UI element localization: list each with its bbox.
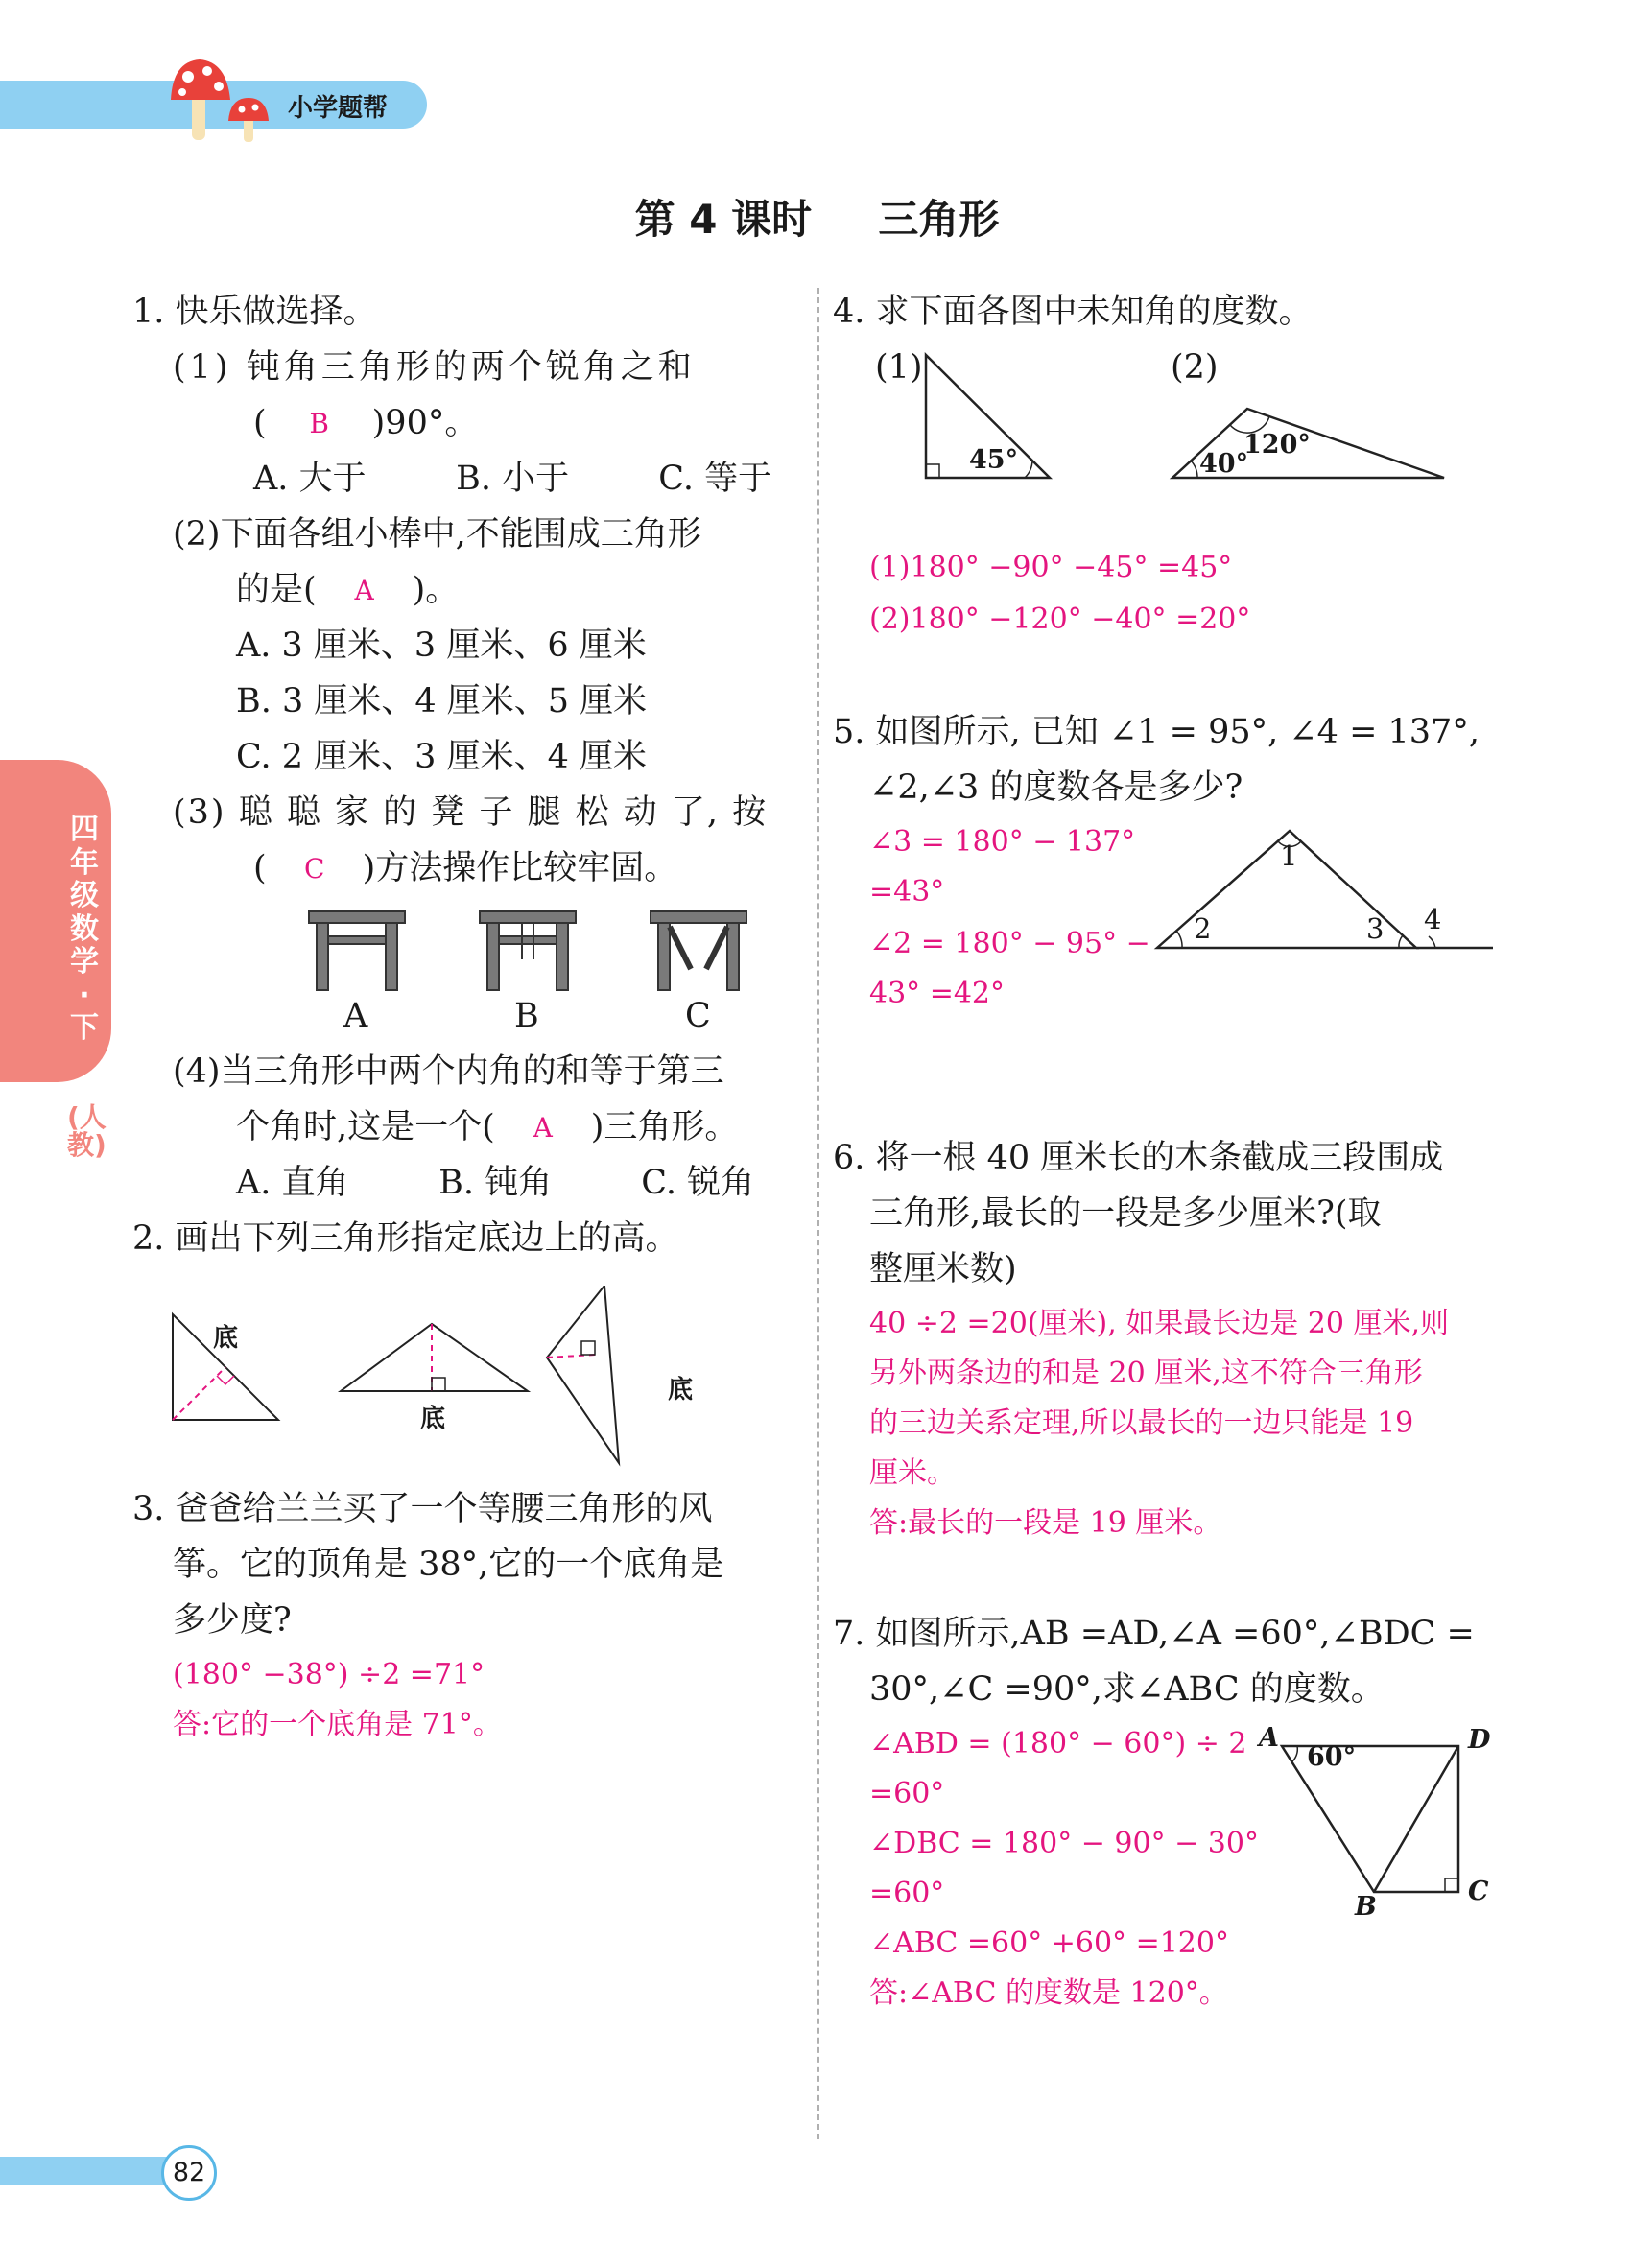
stool-b [480,911,576,990]
q7-figure [1267,1727,1487,1928]
mushroom-logo-icon [163,54,288,150]
q5-answer-2: =43° [869,875,945,909]
q6-answer-4: 厘米。 [869,1456,956,1490]
q6-line-1: 6. 将一根 40 厘米长的木条截成三段围成 [833,1139,1444,1177]
triangle-3 [547,1286,619,1463]
q7-answer-1: ∠ABD = (180° − 60°) ÷ 2 [869,1727,1247,1760]
stool-label-a: A [343,997,368,1035]
q1-p2-option-a: A. 3 厘米、3 厘米、6 厘米 [236,626,647,665]
q1-p2-option-b: B. 3 厘米、4 厘米、5 厘米 [236,682,648,721]
q4-fig1-angle: 45° [969,445,1019,475]
option: C. 锐角 [641,1164,755,1202]
q7-answer-6: 答:∠ABC 的度数是 120°。 [869,1976,1228,2010]
option: C. 等于 [658,460,772,498]
q1-p1-blank-line: ( B )90°。 [253,395,478,453]
q6-answer-5: 答:最长的一段是 19 厘米。 [869,1506,1222,1540]
q6-line-2: 三角形,最长的一段是多少厘米?(取 [869,1194,1382,1233]
q1-p2-stem: (2)下面各组小棒中,不能围成三角形 [173,515,701,554]
stool-c [651,911,746,990]
q4-fig2-label: (2) [1171,348,1219,387]
page-title [0,188,1634,246]
q5-angle-4: 4 [1424,903,1442,935]
q7-angle-a: 60° [1307,1742,1357,1772]
stool-label-b: B [514,997,539,1035]
q2-heading: 2. 画出下列三角形指定底边上的高。 [132,1219,679,1258]
height-1 [173,1367,225,1420]
q1-p1-answer: B [309,408,329,439]
q1-p4-answer: A [533,1112,553,1144]
q7-answer-5: ∠ABC =60° +60° =120° [869,1926,1229,1960]
q1-p4-options [236,1155,754,1213]
q4-fig1-label: (1) [875,348,923,387]
option: B. 钝角 [438,1164,553,1202]
q1-p4-stem: (4)当三角形中两个内角的和等于第三 [173,1052,724,1091]
q5-line-2: ∠2,∠3 的度数各是多少? [869,768,1243,807]
q1-p1-stem: (1) 钝角三角形的两个锐角之和 [173,348,696,387]
q4-answer-1: (1)180° −90° −45° =45° [869,551,1233,584]
q1-p3-blank-line: ( C )方法操作比较牢固。 [253,840,677,898]
stool-label-c: C [685,997,711,1035]
page-number: 82 [161,2145,217,2201]
q1-p2-blank-line: 的是( A )。 [236,562,459,620]
q1-heading: 1. 快乐做选择。 [132,293,377,331]
base-label-1: 底 [213,1324,239,1353]
q1-p3-answer: C [303,853,325,885]
column-divider [817,288,819,2139]
q7-answer-3: ∠DBC = 180° − 90° − 30° [869,1827,1259,1860]
stool-a [309,911,405,990]
q1-p2-answer: A [354,575,374,606]
q5-angle-2: 2 [1194,912,1212,945]
q6-answer-1: 40 ÷2 =20(厘米), 如果最长边是 20 厘米,则 [869,1307,1450,1340]
q7-line-1: 7. 如图所示,AB =AD,∠A =60°,∠BDC = [833,1615,1475,1653]
q4-answer-2: (2)180° −120° −40° =20° [869,602,1251,636]
q3-answer-1: (180° −38°) ÷2 =71° [173,1658,485,1691]
q7-answer-2: =60° [869,1777,945,1810]
q7-vertex-d: D [1468,1725,1491,1755]
q6-line-3: 整厘米数) [869,1250,1017,1288]
q3-line-2: 筝。它的顶角是 38°,它的一个底角是 [173,1546,724,1584]
q6-answer-3: 的三边关系定理,所以最长的一边只能是 19 [869,1406,1414,1440]
q3-line-3: 多少度? [173,1601,292,1640]
q7-vertex-b: B [1355,1892,1377,1922]
side-tab-edition: (人教) [67,1101,107,1162]
lesson-number: 第 4 课时 [634,196,813,243]
q3-line-1: 3. 爸爸给兰兰买了一个等腰三角形的风 [132,1490,713,1528]
brand-label: 小学题帮 [288,94,389,123]
base-label-2: 底 [420,1405,446,1433]
q7-vertex-a: A [1259,1723,1279,1753]
q7-answer-4: =60° [869,1877,945,1910]
q7-line-2: 30°,∠C =90°,求∠ABC 的度数。 [869,1670,1385,1709]
q5-angle-3: 3 [1366,912,1385,945]
q5-angle-1: 1 [1280,839,1298,872]
q1-p3-stem: (3) 聪 聪 家 的 凳 子 腿 松 动 了, 按 [173,793,769,832]
option: A. 大于 [253,460,367,498]
q3-answer-2: 答:它的一个底角是 71°。 [173,1708,502,1741]
lesson-topic: 三角形 [878,196,1000,243]
q1-p1-options [253,451,771,508]
triangle-2 [341,1324,528,1391]
q7-vertex-c: C [1468,1877,1489,1906]
option: A. 直角 [236,1164,349,1202]
q4-fig2-angle-b: 120° [1243,430,1311,460]
q6-answer-2: 另外两条边的和是 20 厘米,这不符合三角形 [869,1357,1423,1390]
option: B. 小于 [456,460,570,498]
q4-fig2-angle-a: 40° [1199,449,1249,479]
q5-line-1: 5. 如图所示, 已知 ∠1 = 95°, ∠4 = 137°, [833,713,1480,751]
q5-answer-4: 43° =42° [869,977,1006,1010]
q4-heading: 4. 求下面各图中未知角的度数。 [833,293,1313,331]
q2-triangles-figure [154,1286,729,1477]
q5-answer-1: ∠3 = 180° − 137° [869,825,1136,859]
q5-answer-3: ∠2 = 180° − 95° − [869,927,1150,960]
q1-p2-option-c: C. 2 厘米、3 厘米、4 厘米 [236,738,647,776]
side-tab-grade: 四年级数学·下 [70,813,99,1045]
q1-p4-blank-line: 个角时,这是一个( A )三角形。 [236,1099,738,1157]
base-label-3: 底 [668,1376,694,1405]
